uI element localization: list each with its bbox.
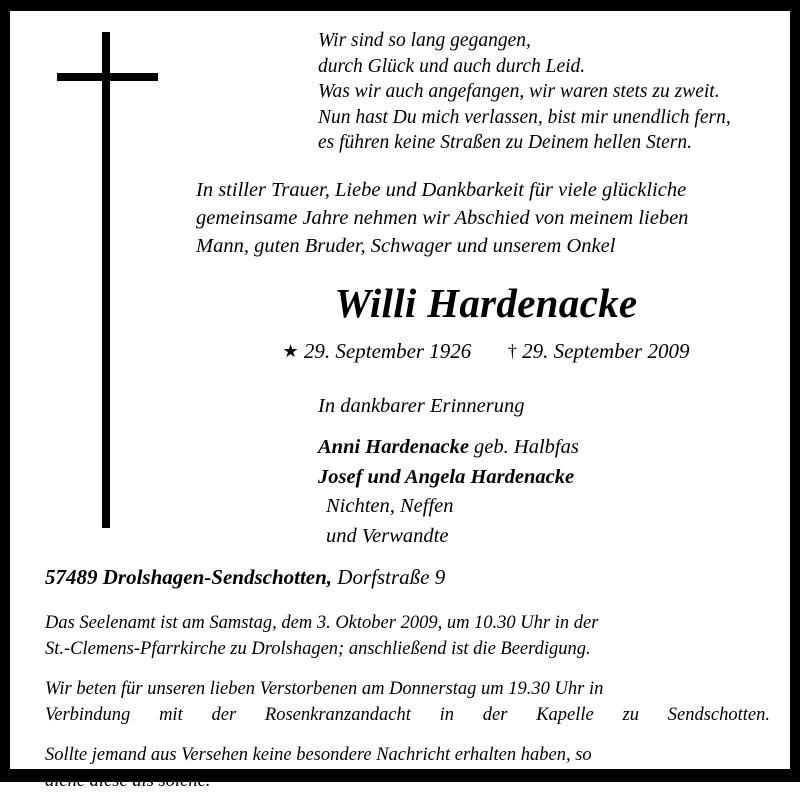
service-p3-line-1: Sollte jemand aus Versehen keine besondere Nachricht erhalten haben, so	[45, 743, 770, 769]
poem-line-5: es führen keine Straßen zu Deinem hellen Stern.	[318, 130, 788, 156]
cross-vertical-bar	[102, 32, 110, 528]
tribute-line-3: Mann, guten Bruder, Schwager und unserem Onkel	[196, 232, 776, 260]
mourner-line-1	[318, 433, 788, 463]
address-postal-town: 57489 Drolshagen-Sendschotten,	[45, 565, 332, 589]
service-p3-line-2: diene diese als solche.	[45, 769, 770, 794]
life-dates	[196, 337, 776, 365]
tribute-text	[196, 176, 776, 260]
mourner-line-2	[318, 463, 788, 493]
service-paragraph-3	[45, 743, 770, 794]
death-dagger-icon: †	[508, 341, 517, 361]
address-line	[45, 563, 765, 591]
tribute-line-2: gemeinsame Jahre nehmen wir Abschied von meinem lieben	[196, 204, 776, 232]
poem-line-1: Wir sind so lang gegangen,	[318, 28, 788, 54]
memorial-poem	[318, 28, 788, 156]
mourner-maiden-name-1: geb. Halbfas	[469, 436, 579, 458]
service-details	[45, 611, 770, 794]
birth-star-icon: ★	[283, 341, 299, 361]
mourner-name-1: Anni Hardenacke	[318, 436, 469, 458]
tribute-line-1: In stiller Trauer, Liebe und Dankbarkeit für viele glückliche	[196, 176, 776, 204]
address-street: Dorfstraße 9	[332, 565, 445, 589]
mourner-relatives-2: und Verwandte	[326, 525, 448, 547]
service-paragraph-2	[45, 677, 770, 728]
mourner-name-2: Josef und Angela Hardenacke	[318, 466, 574, 488]
poem-line-2: durch Glück und auch durch Leid.	[318, 54, 788, 80]
christian-cross-icon	[10, 11, 210, 551]
notice-card	[10, 11, 790, 769]
cross-horizontal-bar	[57, 73, 158, 81]
poem-line-3: Was wir auch angefangen, wir waren stets zu zweit.	[318, 79, 788, 105]
mourner-line-4	[318, 522, 788, 552]
birth-date: 29. September 1926	[304, 339, 471, 363]
deceased-name: Willi Hardenacke	[196, 279, 776, 327]
service-paragraph-1	[45, 611, 770, 662]
service-p1-line-2: St.-Clemens-Pfarrkirche zu Drolshagen; anschließend ist die Beerdigung.	[45, 637, 770, 663]
mourner-relatives-1: Nichten, Neffen	[326, 495, 454, 517]
mourner-line-3	[318, 492, 788, 522]
service-p1-line-1: Das Seelenamt ist am Samstag, dem 3. Oktober 2009, um 10.30 Uhr in der	[45, 611, 770, 637]
service-p2-line-1: Wir beten für unseren lieben Verstorbenen am Donnerstag um 19.30 Uhr in	[45, 677, 770, 703]
death-date: 29. September 2009	[522, 339, 689, 363]
service-p2-line-2: Verbindung mit der Rosenkranzandacht in der Kapelle zu Sendschotten.	[45, 703, 770, 729]
poem-line-4: Nun hast Du mich verlassen, bist mir unendlich fern,	[318, 105, 788, 131]
mourners-list	[318, 392, 788, 551]
remembrance-heading: In dankbarer Erinnerung	[318, 392, 788, 421]
